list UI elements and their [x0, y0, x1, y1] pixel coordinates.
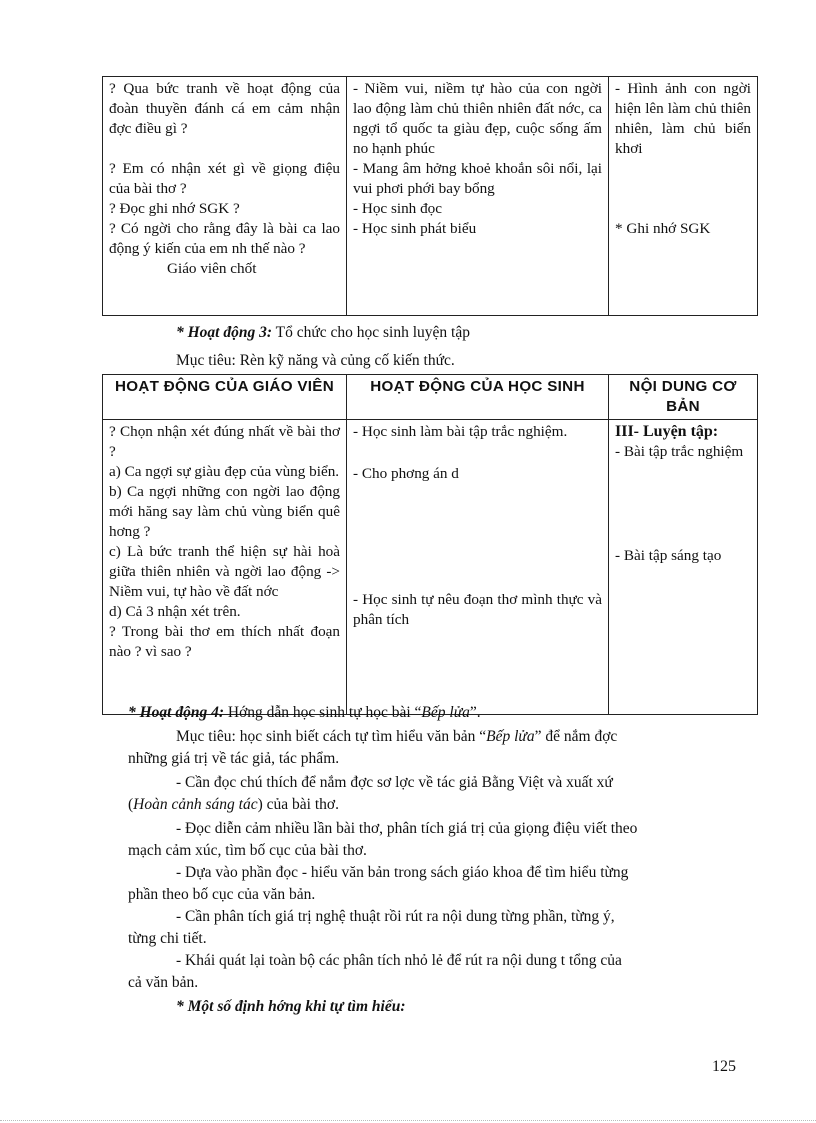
poem-title: Bếp lửa — [421, 704, 470, 721]
activity-text: ”. — [469, 704, 481, 721]
guide-text: ( — [128, 796, 134, 813]
lesson-table-continued — [102, 76, 758, 316]
activity-3-heading — [176, 322, 470, 344]
answer-text: - Học sinh tự nêu đoạn thơ mình thực và phân tích — [353, 591, 602, 628]
activity-4-goal — [176, 726, 617, 748]
guide-item: phần theo bố cục của văn bản. — [128, 886, 316, 903]
answer-text: - Niềm vui, niềm tự hào của con ngời lao động làm chủ thiên nhiên đất nớc, ca ngợi tổ quốc ta giàu đẹp, cuộc sống ấm no hạnh phúc — [353, 80, 602, 157]
guide-text: Hoàn cảnh sáng tác — [133, 796, 258, 813]
column-header: NỘI DUNG CƠ BẢN — [609, 375, 758, 420]
guide-item: - Dựa vào phần đọc - hiểu văn bản trong sách giáo khoa để tìm hiểu từng — [176, 864, 629, 881]
activity-3-goal: Mục tiêu: Rèn kỹ năng và củng cố kiến thức. — [176, 352, 455, 369]
answer-text: - Cho phơng án d — [353, 465, 459, 482]
option-text: b) Ca ngợi những con ngời lao động mới hăng say làm chủ vùng biển quê hơng ? — [109, 483, 340, 540]
content-cell — [609, 420, 758, 715]
question-text: ? Đọc ghi nhớ SGK ? — [109, 200, 240, 217]
content-cell — [609, 77, 758, 316]
question-text: ? Em có nhận xét gì về giọng điệu của bài thơ ? — [109, 160, 340, 197]
activity-4-heading — [128, 702, 481, 724]
question-text: ? Qua bức tranh về hoạt động của đoàn thuyền đánh cá em cảm nhận đợc điều gì ? — [109, 80, 340, 137]
teacher-conclusion: Giáo viên chốt — [167, 260, 257, 277]
goal-text: những giá trị về tác giả, tác phẩm. — [128, 750, 340, 767]
column-header: HOẠT ĐỘNG CỦA GIÁO VIÊN — [103, 375, 347, 420]
guide-item: từng chi tiết. — [128, 930, 207, 947]
table-header-row — [103, 375, 758, 420]
activity-text: Hớng dẫn học sinh tự học bài “ — [224, 704, 422, 721]
activity-text: Tổ chức cho học sinh luyện tập — [272, 324, 470, 341]
page-divider — [0, 1120, 816, 1121]
option-text: c) Là bức tranh thể hiện sự hài hoà giữa thiên nhiên và ngời lao động -> Niềm vui, tự hào về đất nớc — [109, 543, 340, 600]
answer-text: - Học sinh làm bài tập trắc nghiệm. — [353, 423, 568, 440]
content-text: - Bài tập sáng tạo — [615, 547, 722, 564]
guide-item: cả văn bản. — [128, 974, 199, 991]
practice-table — [102, 374, 758, 715]
guide-item: - Cần đọc chú thích để nắm đợc sơ lợc về tác giả Bằng Việt và xuất xứ — [176, 774, 613, 791]
guide-item: - Đọc diễn cảm nhiều lần bài thơ, phân tích giá trị của giọng điệu viết theo — [176, 820, 638, 837]
guide-text: ) của bài thơ. — [257, 796, 339, 813]
answer-text: - Học sinh đọc — [353, 200, 442, 217]
column-header: HOẠT ĐỘNG CỦA HỌC SINH — [347, 375, 609, 420]
answer-text: - Học sinh phát biểu — [353, 220, 477, 237]
student-activity-cell — [347, 420, 609, 715]
section-heading: III- Luyện tập: — [615, 423, 719, 440]
content-text: * Ghi nhớ SGK — [615, 220, 711, 237]
option-text: a) Ca ngợi sự giàu đẹp của vùng biển. — [109, 463, 340, 480]
guide-item: - Khái quát lại toàn bộ các phân tích nhỏ lẻ để rút ra nội dung t tổng của — [176, 952, 622, 969]
guide-item: - Cần phân tích giá trị nghệ thuật rồi rút ra nội dung từng phần, từng ý, — [176, 908, 615, 925]
question-text: ? Có ngời cho rằng đây là bài ca lao động ý kiến của em nh thế nào ? — [109, 220, 340, 257]
table-row — [103, 77, 758, 316]
guide-item: mạch cảm xúc, tìm bố cục của bài thơ. — [128, 842, 367, 859]
goal-text: Mục tiêu: học sinh biết cách tự tìm hiểu văn bản “ — [176, 728, 487, 745]
content-text: - Bài tập trắc nghiệm — [615, 443, 744, 460]
table-row — [103, 420, 758, 715]
poem-title: Bếp lửa — [486, 728, 535, 745]
goal-text: ” để nắm đợc — [534, 728, 618, 745]
option-text: d) Cả 3 nhận xét trên. — [109, 603, 241, 620]
page-number: 125 — [712, 1058, 736, 1075]
question-text: ? Trong bài thơ em thích nhất đoạn nào ? vì sao ? — [109, 623, 340, 660]
teacher-activity-cell — [103, 77, 347, 316]
activity-label: * Hoạt động 4: — [128, 704, 225, 721]
teacher-activity-cell — [103, 420, 347, 715]
answer-text: - Mang âm hởng khoẻ khoắn sôi nổi, lại vui phơi phới bay bổng — [353, 160, 602, 197]
orientation-heading: * Một số định hớng khi tự tìm hiểu: — [176, 998, 406, 1015]
activity-label: * Hoạt động 3: — [176, 324, 273, 341]
content-text: - Hình ảnh con ngời hiện lên làm chủ thiên nhiên, làm chủ biển khơi — [615, 80, 751, 157]
student-activity-cell — [347, 77, 609, 316]
guide-item — [128, 794, 339, 816]
question-text: ? Chọn nhận xét đúng nhất về bài thơ ? — [109, 423, 340, 460]
